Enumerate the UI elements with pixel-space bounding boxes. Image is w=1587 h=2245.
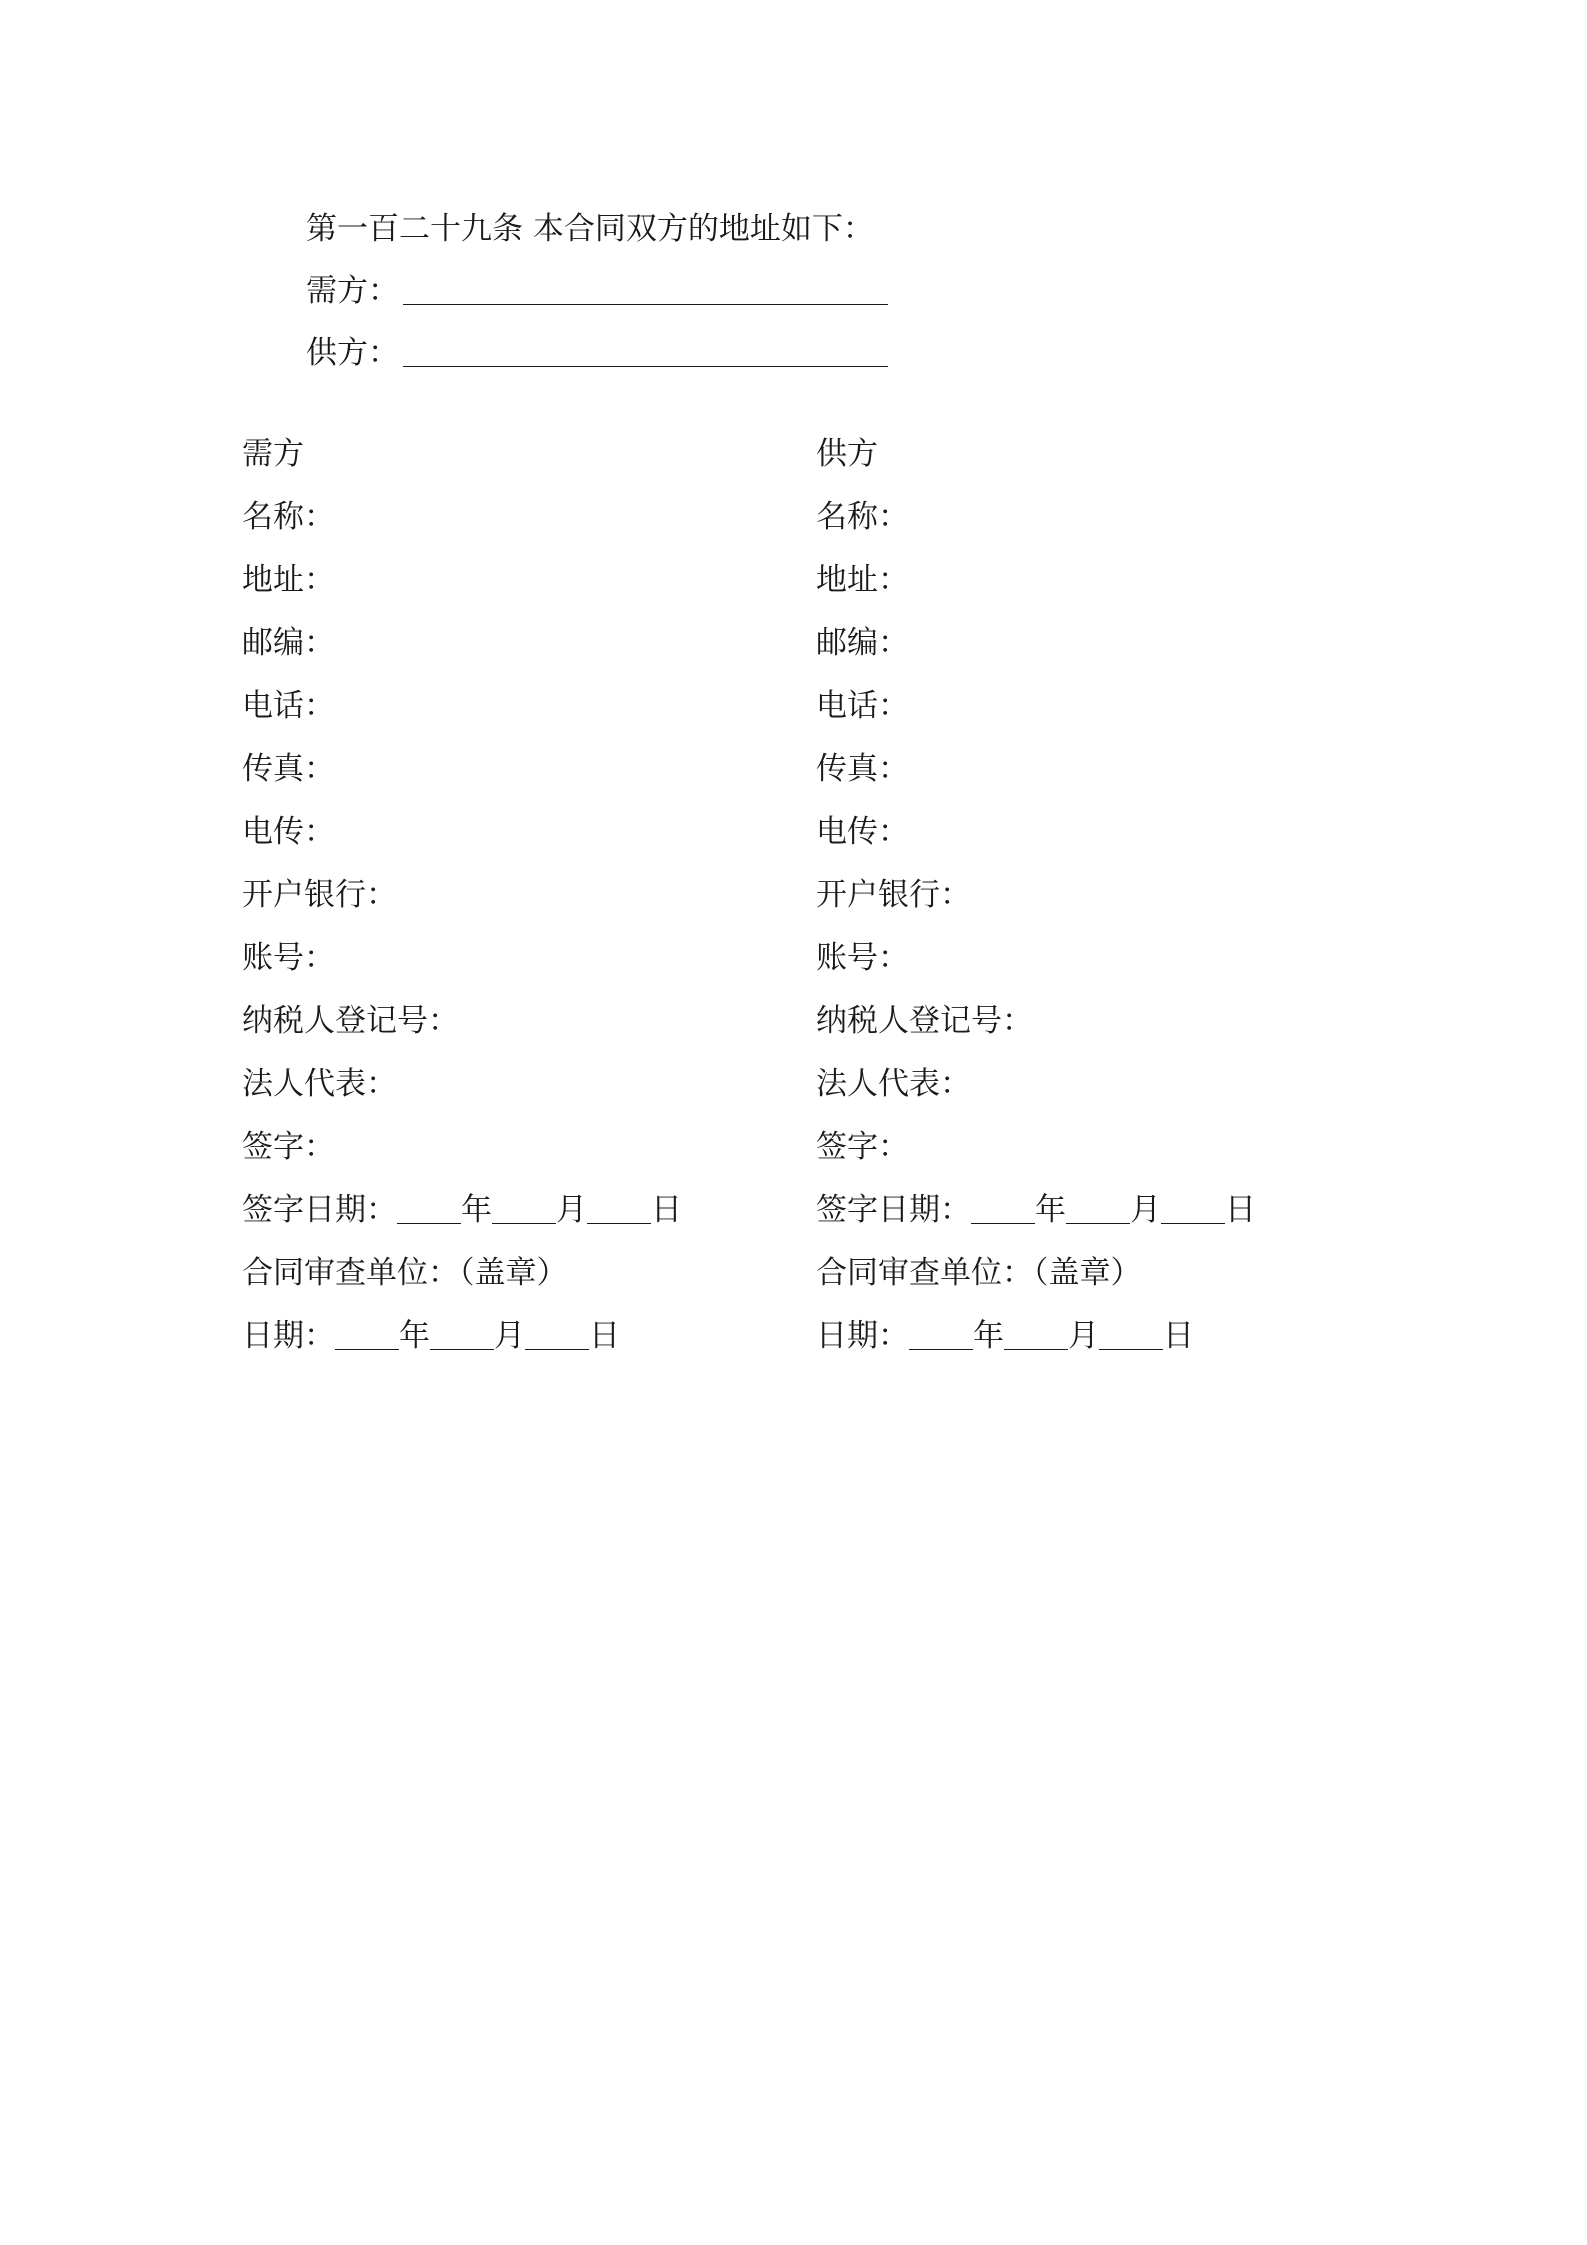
seller-address-blank: [403, 336, 888, 367]
seller-sign-month-blank: [1066, 1195, 1130, 1224]
seller-field-tax-id: 纳税人登记号：: [816, 1003, 1033, 1039]
buyer-field-tax-id: 纳税人登记号：: [242, 1003, 459, 1039]
seller-year-blank: [909, 1321, 973, 1350]
seller-date: [816, 1305, 1376, 1368]
buyer-field-account: 账号：: [242, 940, 335, 976]
seller-field-telex: 电传：: [816, 814, 909, 850]
buyer-field-telex: 电传：: [242, 814, 335, 850]
seller-field-postcode: 邮编：: [816, 625, 909, 661]
seller-sign-day-blank: [1161, 1195, 1225, 1224]
seller-sign-date: [816, 1179, 1376, 1242]
seller-heading: 供方: [816, 436, 878, 472]
seller-day-unit: 日: [1163, 1318, 1194, 1354]
buyer-field-address: 地址：: [242, 562, 335, 598]
buyer-heading: 需方: [242, 436, 304, 472]
buyer-sign-year-blank: [397, 1195, 461, 1224]
buyer-sign-year-unit: 年: [461, 1192, 492, 1228]
seller-day-blank: [1099, 1321, 1163, 1350]
buyer-field-name: 名称：: [242, 499, 335, 535]
seller-field-account: 账号：: [816, 940, 909, 976]
buyer-field-postcode: 邮编：: [242, 625, 335, 661]
seller-sign-month-unit: 月: [1130, 1192, 1161, 1228]
buyer-field-phone: 电话：: [242, 688, 335, 724]
buyer-field-fax: 传真：: [242, 751, 335, 787]
seller-sign-day-unit: 日: [1225, 1192, 1256, 1228]
buyer-sign-day-unit: 日: [651, 1192, 682, 1228]
buyer-address-label: 需方：: [306, 273, 399, 309]
seller-field-legal-rep: 法人代表：: [816, 1066, 971, 1102]
buyer-sign-day-blank: [587, 1195, 651, 1224]
article-129: [306, 198, 1306, 384]
buyer-column: [242, 423, 802, 1368]
buyer-sign-date-label: 签字日期：: [242, 1192, 397, 1228]
buyer-sign-month-unit: 月: [556, 1192, 587, 1228]
buyer-review-unit: 合同审查单位：（盖章）: [242, 1255, 568, 1291]
seller-field-signature: 签字：: [816, 1129, 909, 1165]
seller-address-label: 供方：: [306, 335, 399, 371]
buyer-address-line: [306, 260, 1306, 322]
buyer-field-legal-rep: 法人代表：: [242, 1066, 397, 1102]
seller-field-bank: 开户银行：: [816, 877, 971, 913]
seller-field-fax: 传真：: [816, 751, 909, 787]
buyer-month-unit: 月: [494, 1318, 525, 1354]
seller-sign-date-label: 签字日期：: [816, 1192, 971, 1228]
buyer-field-signature: 签字：: [242, 1129, 335, 1165]
seller-field-phone: 电话：: [816, 688, 909, 724]
buyer-year-unit: 年: [399, 1318, 430, 1354]
buyer-year-blank: [335, 1321, 399, 1350]
buyer-day-blank: [525, 1321, 589, 1350]
buyer-day-unit: 日: [589, 1318, 620, 1354]
buyer-date-label: 日期：: [242, 1318, 335, 1354]
buyer-date: [242, 1305, 802, 1368]
seller-field-address: 地址：: [816, 562, 909, 598]
seller-column: [816, 423, 1376, 1368]
buyer-address-blank: [403, 274, 888, 305]
buyer-sign-date: [242, 1179, 802, 1242]
article-title: 第一百二十九条 本合同双方的地址如下：: [306, 211, 874, 247]
seller-month-unit: 月: [1068, 1318, 1099, 1354]
seller-year-unit: 年: [973, 1318, 1004, 1354]
seller-month-blank: [1004, 1321, 1068, 1350]
buyer-field-bank: 开户银行：: [242, 877, 397, 913]
seller-sign-year-blank: [971, 1195, 1035, 1224]
seller-field-name: 名称：: [816, 499, 909, 535]
buyer-sign-month-blank: [492, 1195, 556, 1224]
seller-date-label: 日期：: [816, 1318, 909, 1354]
buyer-month-blank: [430, 1321, 494, 1350]
seller-review-unit: 合同审查单位：（盖章）: [816, 1255, 1142, 1291]
seller-sign-year-unit: 年: [1035, 1192, 1066, 1228]
seller-address-line: [306, 322, 1306, 384]
signature-block: [242, 423, 1342, 1363]
